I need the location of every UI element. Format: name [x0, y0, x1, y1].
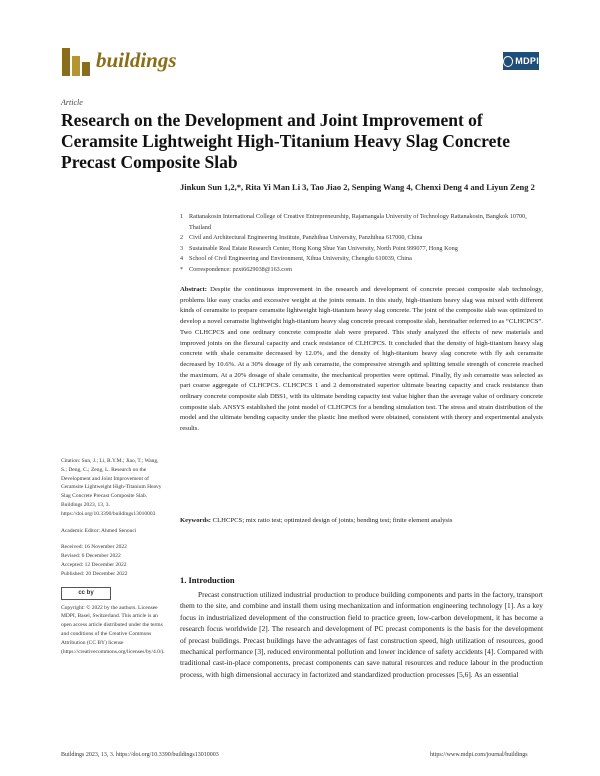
section-heading-introduction: 1. Introduction	[180, 575, 235, 585]
affiliation-item: 2 Civil and Architectural Engineering Institute, Panzhihua University, Panzhihua 617000, China	[180, 234, 423, 241]
published-date: Published: 20 December 2022	[61, 570, 128, 577]
cc-by-icon: cc by	[61, 587, 111, 600]
footer-journal-link[interactable]: https://www.mdpi.com/journal/buildings	[430, 752, 528, 758]
affiliation-item: 4 School of Civil Engineering and Environment, Xihua University, Chengdu 610039, China	[180, 255, 412, 262]
author-list: Jinkun Sun 1,2,*, Rita Yi Man Li 3, Tao Jiao 2, Senping Wang 4, Chenxi Deng 4 and Liyun Zeng 2	[180, 182, 535, 192]
affiliation-item: 3 Sustainable Real Estate Research Center, Hong Kong Shue Yan University, North Point 999077, Hong Kong	[180, 244, 458, 252]
copyright: Copyright: © 2022 by the authors. Licensee MDPI, Basel, Switzerland. This article is an open access article distributed under the terms and conditions of the Creative Commons Attribution (CC BY) license (https://creativecommons.org/licenses/by/4.0/).	[61, 604, 165, 655]
page-title: Research on the Development and Joint Improvement of Ceramsite Lightweight High-Titanium Heavy Slag Concrete Precast Composite Slab	[61, 110, 510, 172]
introduction-text: Precast construction utilized industrial production to produce building components and parts in the factory, transport them to the site, and combine and install them using mechanization and information engineering technology [1]. As a key focus in industrialized development of the construction field to practice green, low-carbon development, it has become a research focus worldwide [2]. The research and development of PC precast components is the basis for the development of precast buildings. Precast buildings have the advantages of fast construction speed, high utilization of resources, good mechanical performance [3], reduced environmental pollution and lower incidence of safety accidents [4]. Compared with traditional cast-in-place components, precast components can save natural resources and reduce labour in the production process, with high dimensional accuracy in factorized and standardized production processes [5,6]. As an essential	[180, 590, 543, 679]
journal-name: buildings	[96, 48, 177, 72]
article-type: Article	[61, 98, 83, 107]
affiliations	[180, 212, 550, 275]
footer-citation: Buildings 2023, 13, 3. https://doi.org/10.3390/buildings13010003	[61, 752, 219, 758]
sidebar	[61, 457, 165, 656]
keywords-text: CLHCPCS; mix ratio test; optimized design of joints; bending test; finite element analysis	[212, 517, 453, 524]
citation: Citation: Sun, J.; Li, R.Y.M.; Jiao, T.; Wang, S.; Deng, C.; Zeng, L. Research on the Development and Joint Improvement of Ceramsite Lightweight High-Titanium Heavy Slag Concrete Precast Composite Slab. Buildings 2023, 13, 3. https://doi.org/10.3390/buildings13010003	[61, 458, 162, 517]
correspondence-email[interactable]: Correspondence: pzxt6629038@163.com	[189, 265, 292, 273]
academic-editor: Academic Editor: Ahmed Senouci	[61, 527, 137, 534]
keywords	[180, 516, 543, 527]
abstract	[180, 285, 543, 435]
keywords-label: Keywords:	[180, 517, 211, 524]
received-date: Received: 16 November 2022	[61, 544, 127, 551]
abstract-label: Abstract:	[180, 286, 207, 293]
mdpi-logo	[503, 52, 539, 70]
publisher-name: MDPI	[515, 56, 539, 66]
accepted-date: Accepted: 12 December 2022	[61, 561, 127, 568]
correspondence: * Correspondence: pzxt6629038@163.com	[180, 265, 550, 276]
journal-logo-icon	[62, 46, 92, 76]
abstract-text: Despite the continuous improvement in the research and development of concrete precast composite slab technology, problems like easy cracks and excessive weight at the joints remain. In this study, high-titanium heavy slag was mixed with different kinds of ceramsite to prepare ceramsite lightweight high-titanium heavy slag concrete. The joint of the composite slab was optimized to develop a novel ceramsite lightweight high-titanium heavy slag concrete precast composite slab, hereinafter referred to as “CLHCPCS”. Two CLHCPCS and one ordinary concrete composite slab were prepared. This study analyzed the effects of new materials and improved joints on the flexural capacity and crack resistance of CLHCPCS. It concluded that the density of high-titanium heavy slag concrete with shale ceramsite decreased by 12.0%, and the density of high-titanium heavy slag concrete with fly ash ceramsite decreased by 10.6%. At a 30% dosage of fly ash ceramsite, the compressive strength and splitting tensile strength of concrete reached the maximum. At a 20% dosage of shale ceramsite, the mechanical properties were optimal. Finally, fly ash ceramsite was selected as part coarse aggregate of CLHCPCS. CLHCPCS 1 and 2 demonstrated superior ultimate bearing capacity and crack resistance than ordinary concrete composite slab DBS1, with its ultimate bending capacity test value higher than the average value of ordinary concrete composite slab. ANSYS established the joint model of CLHCPCS for a bending simulation test. The stress and strain distribution of the model and the ultimate bending capacity under the plastic line method were obtained, consistent with theory and experimental analysis results.	[180, 286, 543, 433]
affiliation-item: 1 Rattanakosin International College of Creative Entrepreneurship, Rajamangala University of Technology Rattanakosin, Bangkok 10700, Thailand	[180, 213, 527, 231]
revised-date: Revised: 6 December 2022	[61, 553, 121, 560]
mdpi-mark-icon	[503, 56, 513, 67]
